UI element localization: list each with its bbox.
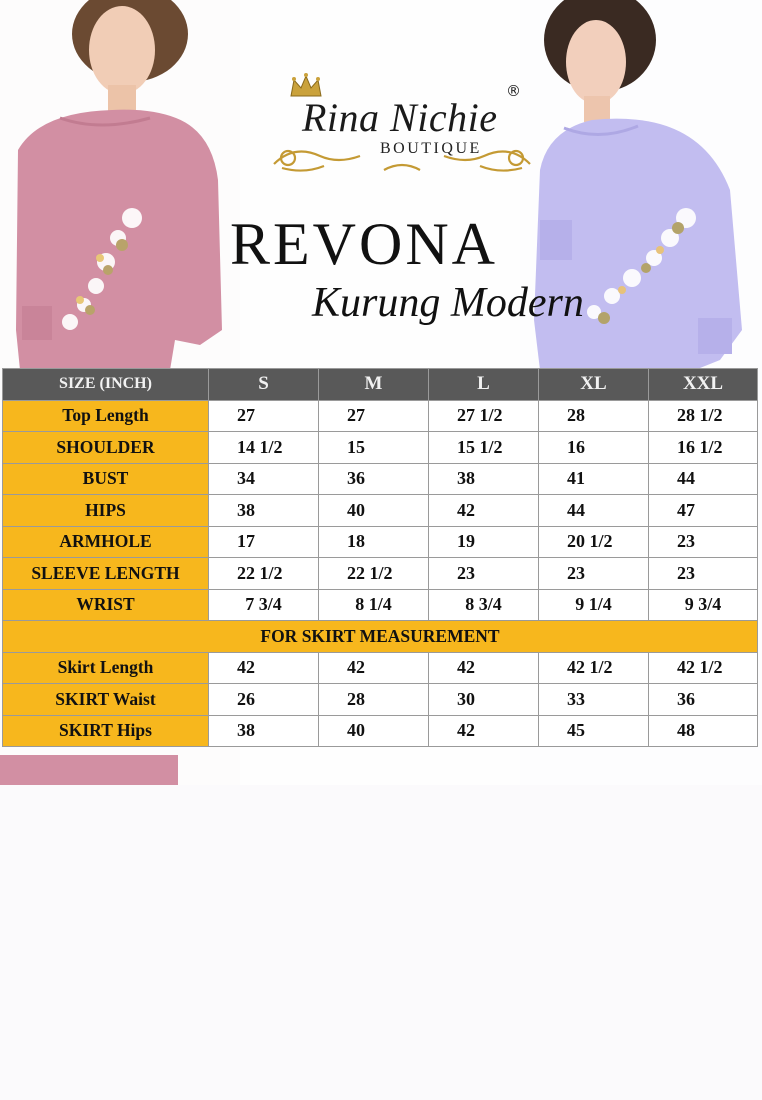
size-value: 42 1/2 [539,652,649,684]
size-value: 15 [319,432,429,464]
size-value: 27 1/2 [429,400,539,432]
size-value: 8 1/4 [319,589,429,621]
measurement-row-skirt-length [3,652,758,684]
size-value: 42 [429,715,539,747]
size-header-m: M [319,369,429,401]
size-value: 22 1/2 [209,558,319,590]
skirt-section-header-row [3,621,758,653]
size-value: 27 [319,400,429,432]
size-value: 15 1/2 [429,432,539,464]
brand-subtitle: BOUTIQUE [380,140,482,157]
size-value: 28 [319,684,429,716]
size-value: 44 [649,463,758,495]
size-value: 17 [209,526,319,558]
size-value: 42 [429,652,539,684]
measurement-row-shoulder [3,432,758,464]
size-chart-table [2,368,758,747]
product-subtitle: Kurung Modern [312,280,584,326]
size-header-xxl: XXL [649,369,758,401]
size-value: 38 [209,495,319,527]
measurement-row-wrist [3,589,758,621]
size-value: 7 3/4 [209,589,319,621]
size-value: 40 [319,495,429,527]
size-header-s: S [209,369,319,401]
row-label: SLEEVE LENGTH [3,558,209,590]
row-label: SKIRT Waist [3,684,209,716]
size-value: 23 [539,558,649,590]
measurement-row-skirt-waist [3,684,758,716]
measurement-row-skirt-hips [3,715,758,747]
row-label: Skirt Length [3,652,209,684]
size-value: 14 1/2 [209,432,319,464]
measurement-row-hips [3,495,758,527]
size-value: 45 [539,715,649,747]
size-header-row [3,369,758,401]
row-label: HIPS [3,495,209,527]
size-value: 47 [649,495,758,527]
size-value: 23 [649,526,758,558]
size-value: 9 3/4 [649,589,758,621]
size-value: 23 [649,558,758,590]
size-value: 28 1/2 [649,400,758,432]
size-value: 16 1/2 [649,432,758,464]
skirt-section-title: FOR SKIRT MEASUREMENT [3,621,758,653]
size-value: 20 1/2 [539,526,649,558]
measurement-row-sleeve-length [3,558,758,590]
size-value: 9 1/4 [539,589,649,621]
brand-name: Rina Nichie [302,95,498,140]
row-label: BUST [3,463,209,495]
size-value: 33 [539,684,649,716]
size-value: 36 [319,463,429,495]
row-label: Top Length [3,400,209,432]
size-unit-header: SIZE (INCH) [3,369,209,401]
size-value: 8 3/4 [429,589,539,621]
size-value: 22 1/2 [319,558,429,590]
size-value: 48 [649,715,758,747]
size-value: 19 [429,526,539,558]
size-value: 34 [209,463,319,495]
size-value: 23 [429,558,539,590]
size-value: 27 [209,400,319,432]
size-value: 36 [649,684,758,716]
measurement-row-top-length [3,400,758,432]
size-value: 44 [539,495,649,527]
measurement-row-bust [3,463,758,495]
row-label: SHOULDER [3,432,209,464]
size-value: 28 [539,400,649,432]
size-header-xl: XL [539,369,649,401]
size-value: 42 [209,652,319,684]
product-title: REVONA [230,211,498,277]
row-label: WRIST [3,589,209,621]
size-value: 38 [429,463,539,495]
row-label: SKIRT Hips [3,715,209,747]
size-value: 42 [429,495,539,527]
size-value: 16 [539,432,649,464]
size-value: 40 [319,715,429,747]
measurement-row-armhole [3,526,758,558]
size-value: 41 [539,463,649,495]
row-label: ARMHOLE [3,526,209,558]
size-value: 38 [209,715,319,747]
size-value: 26 [209,684,319,716]
size-value: 30 [429,684,539,716]
registered-mark: ® [506,82,521,100]
size-value: 42 1/2 [649,652,758,684]
size-header-l: L [429,369,539,401]
size-value: 18 [319,526,429,558]
brand-logo [262,72,542,182]
size-value: 42 [319,652,429,684]
